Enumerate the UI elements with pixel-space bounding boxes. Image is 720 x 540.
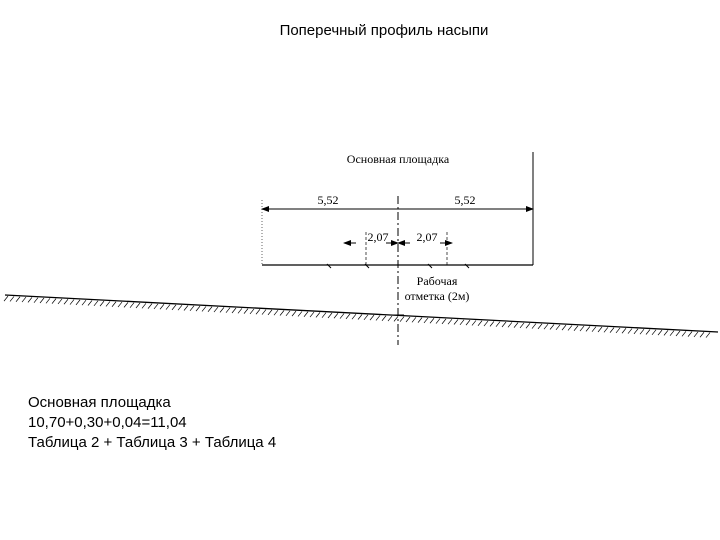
ground-hatching — [4, 296, 710, 337]
notes-line-2: 10,70+0,30+0,04=11,04 — [28, 414, 187, 431]
notes-line-1: Основная площадка — [28, 394, 171, 411]
notes-block — [28, 393, 276, 453]
platform-label: Основная площадка — [346, 152, 450, 166]
dimension-half-width-left: 5,52 — [317, 193, 339, 207]
dimension-shoulder-right: 2,07 — [416, 230, 438, 244]
ground-line — [5, 295, 718, 332]
dimension-half-width-right: 5,52 — [454, 193, 476, 207]
page-title: Поперечный профиль насыпи — [279, 22, 489, 39]
dimension-shoulder-left: 2,07 — [367, 230, 389, 244]
notes-line-3: Таблица 2 + Таблица 3 + Таблица 4 — [28, 434, 277, 451]
work-mark-label-line1: Рабочая — [416, 274, 458, 288]
work-mark-label-line2: отметка (2м) — [404, 289, 470, 303]
